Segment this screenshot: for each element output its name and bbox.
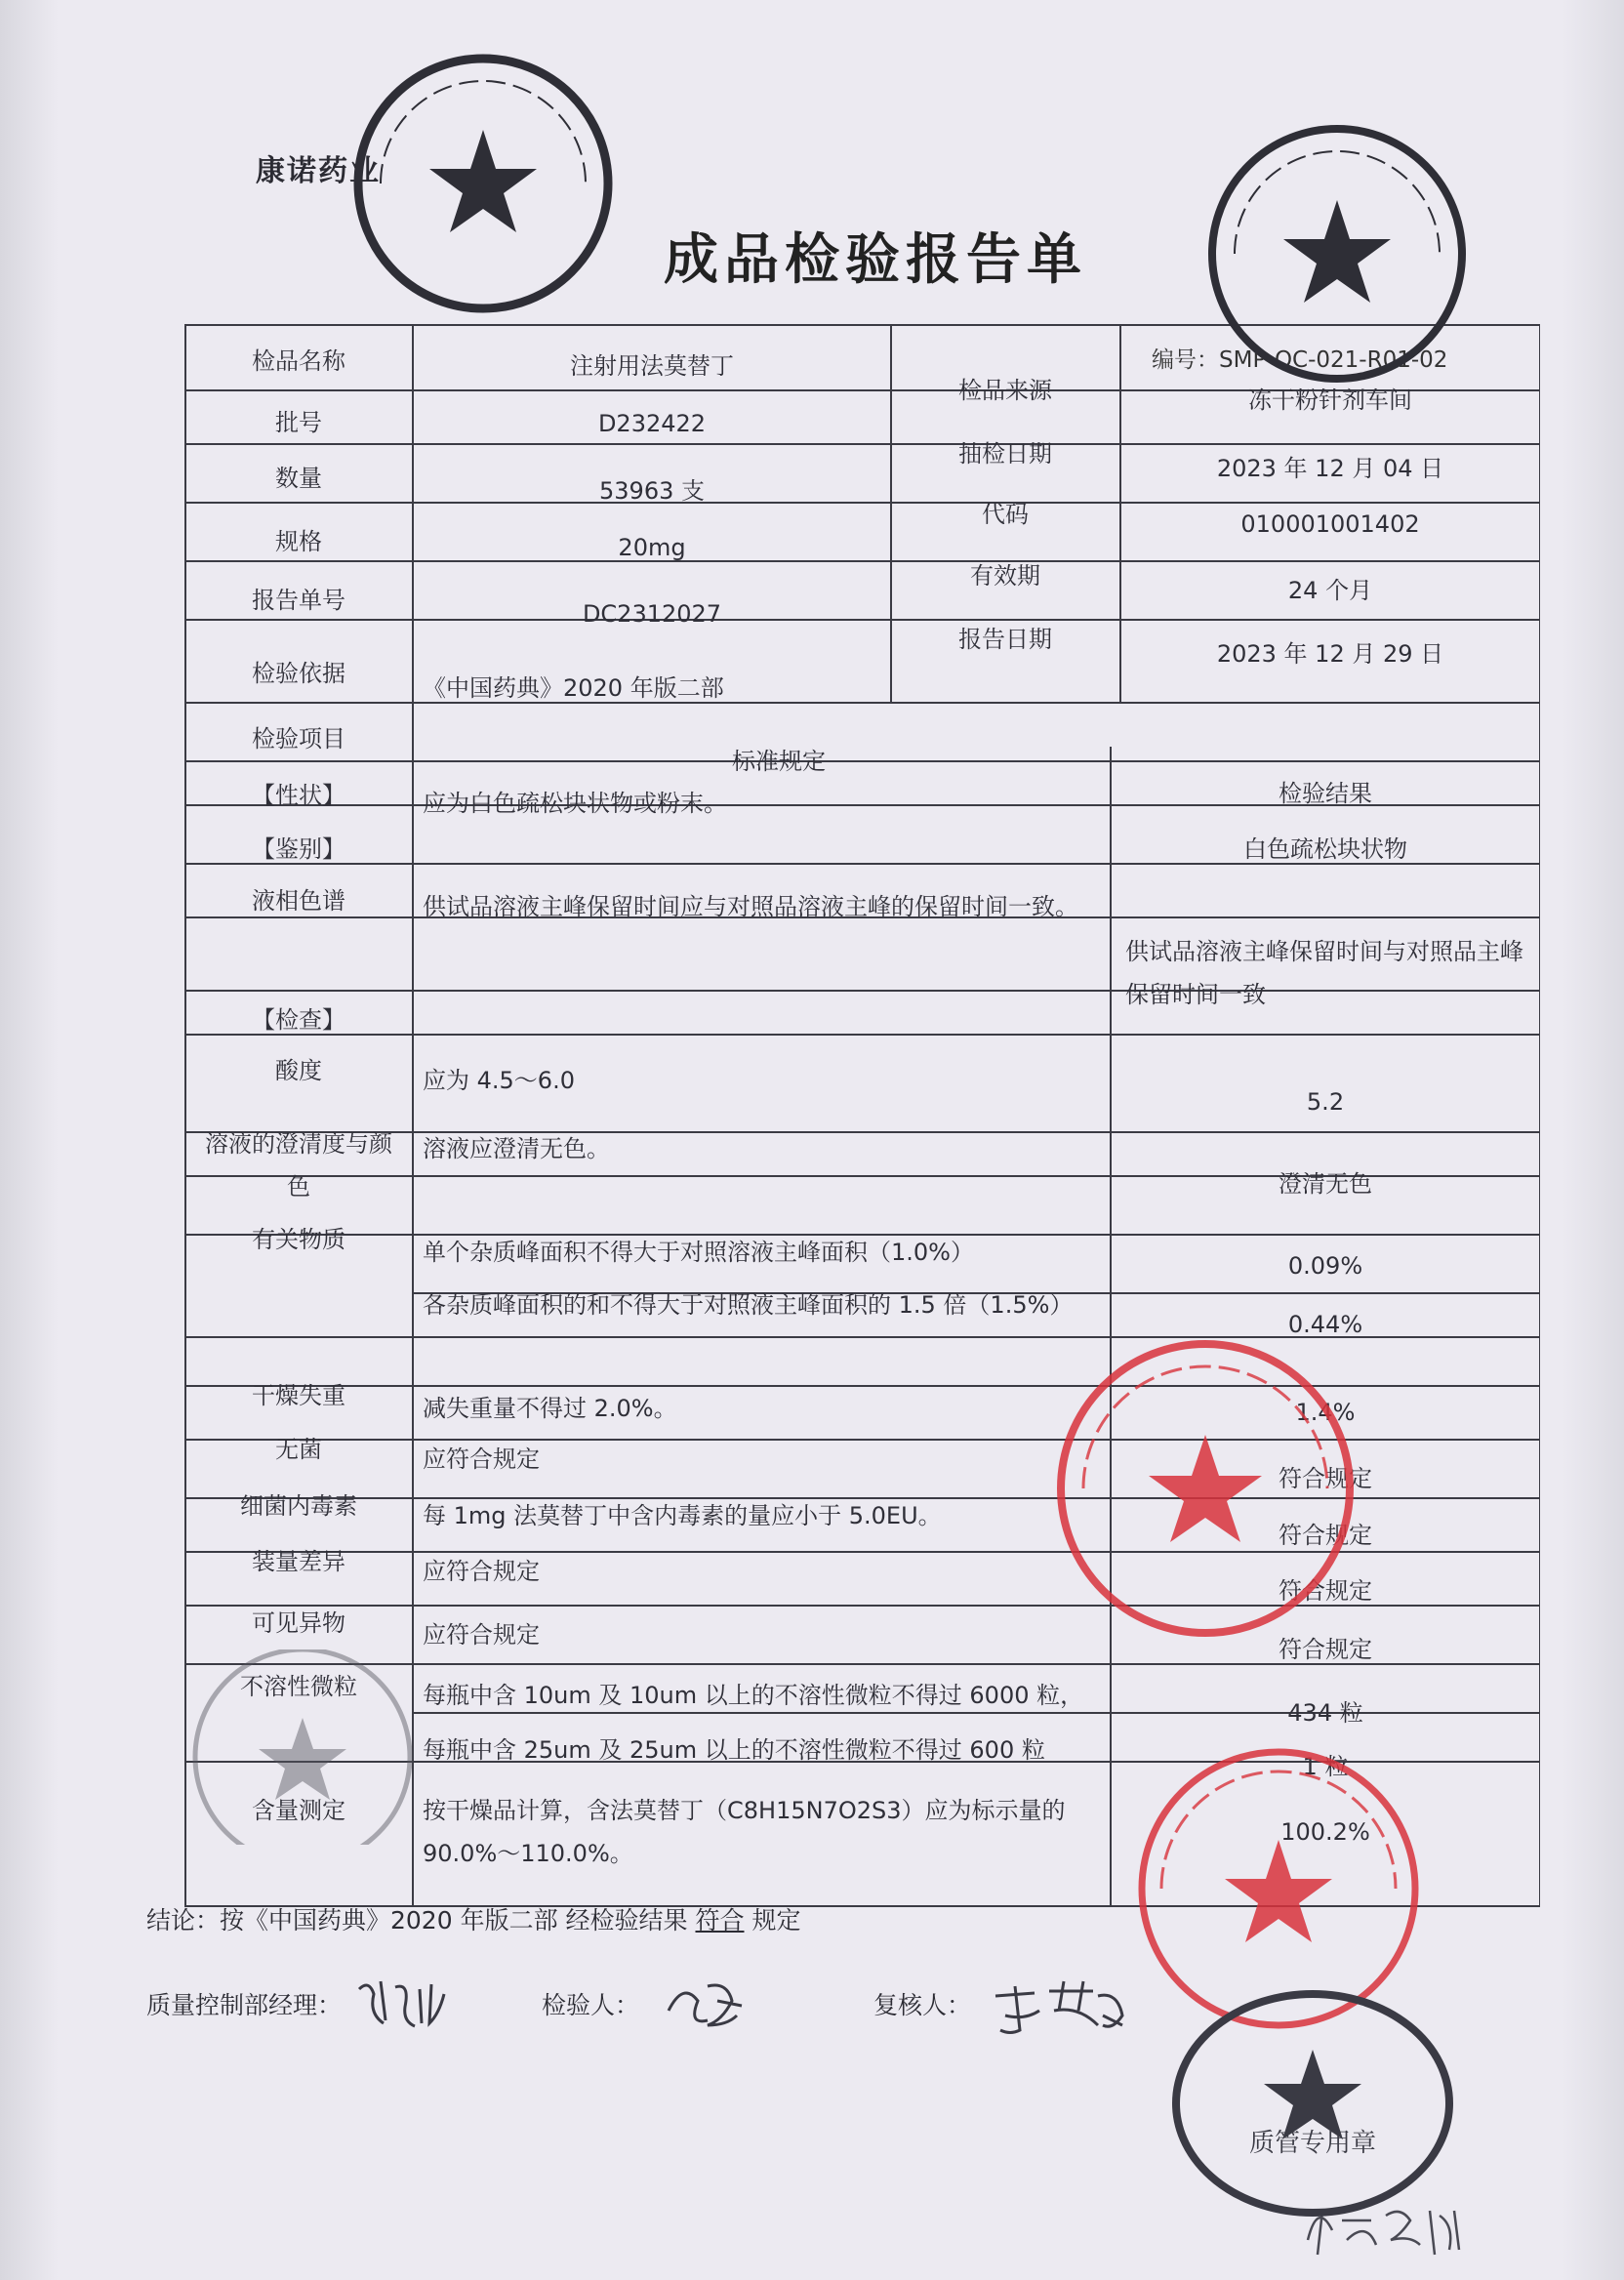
- row-result: 1.4%: [1295, 1399, 1356, 1426]
- basis-label: 检验依据: [252, 660, 345, 687]
- product-name-value: 注射用法莫替丁: [570, 352, 734, 380]
- gray-seal-label: 质管专用章: [1248, 2129, 1377, 2158]
- code-value: 010001001402: [1240, 510, 1420, 538]
- report-date-label: 报告日期: [958, 626, 1052, 653]
- column-item-label: 检验项目: [252, 725, 345, 753]
- code-label: 代码: [982, 501, 1029, 528]
- row-item: 酸度: [275, 1057, 322, 1084]
- red-seal-middle: [1044, 1327, 1366, 1649]
- reviewer-label: 复核人：: [873, 1991, 972, 2019]
- conclusion-prefix: 结论：按《中国药典》2020 年版二部 经检验结果: [146, 1906, 688, 1934]
- row-item: 有关物质: [252, 1226, 345, 1253]
- row-item: 【性状】: [252, 782, 345, 809]
- inspector-signature: [659, 1972, 766, 2040]
- reviewer-signature: [986, 1972, 1142, 2050]
- sample-date-label: 抽检日期: [958, 440, 1052, 468]
- row-standard: 溶液应澄清无色。: [423, 1135, 610, 1162]
- row-result: 供试品溶液主峰保留时间与对照品主峰保留时间一致: [1125, 938, 1523, 1008]
- row-item: 【检查】: [252, 1006, 345, 1034]
- row-item: 装量差异: [252, 1548, 345, 1575]
- row-standard: 应符合规定: [423, 1621, 540, 1649]
- conclusion-verdict: 符合: [695, 1906, 745, 1934]
- quantity-value: 53963 支: [599, 477, 705, 505]
- row-result: 100.2%: [1280, 1818, 1370, 1846]
- gray-seal-bottom: [1166, 1981, 1459, 2225]
- row-standard: 应为 4.5～6.0: [423, 1067, 575, 1094]
- row-standard: 应为白色疏松块状物或粉末。: [423, 790, 727, 817]
- spec-value: 20mg: [618, 534, 686, 561]
- quantity-label: 数量: [275, 465, 322, 492]
- row-item: 溶液的澄清度与颜色: [205, 1130, 392, 1201]
- row-item: 不溶性微粒: [240, 1673, 357, 1700]
- row-result: 白色疏松块状物: [1243, 835, 1407, 863]
- row-standard: 每 1mg 法莫替丁中含内毒素的量应小于 5.0EU。: [423, 1502, 942, 1529]
- row-item: 可见异物: [252, 1609, 345, 1637]
- row-result: 澄清无色: [1279, 1170, 1372, 1198]
- source-label: 检品来源: [958, 377, 1052, 404]
- row-standard: 应符合规定: [423, 1558, 540, 1585]
- batch-value: D232422: [597, 410, 707, 437]
- row-standard: 减失重量不得过 2.0%。: [423, 1395, 677, 1422]
- row-standard: 各杂质峰面积的和不得大于对照液主峰面积的 1.5 倍（1.5%）: [423, 1291, 1074, 1319]
- row-result: 1 粒: [1302, 1753, 1349, 1780]
- company-seal-top-right: [1191, 107, 1483, 400]
- validity-value: 24 个月: [1287, 577, 1373, 604]
- row-standard: 每瓶中含 25um 及 25um 以上的不溶性微粒不得过 600 粒: [423, 1736, 1045, 1764]
- sample-date-value: 2023 年 12 月 04 日: [1216, 455, 1444, 482]
- row-result: 0.09%: [1287, 1252, 1363, 1280]
- conclusion-suffix: 规定: [751, 1906, 801, 1934]
- row-item: 干燥失重: [252, 1382, 345, 1409]
- row-item: 无菌: [275, 1436, 322, 1463]
- row-item: 液相色谱: [252, 887, 345, 915]
- document-title: 成品检验报告单: [664, 228, 1087, 292]
- report-no-label: 报告单号: [252, 587, 345, 614]
- manager-signature: [351, 1970, 459, 2038]
- row-result: 0.44%: [1287, 1311, 1363, 1338]
- row-standard: 应符合规定: [423, 1445, 540, 1473]
- basis-value: 《中国药典》2020 年版二部: [423, 674, 724, 702]
- row-standard: 单个杂质峰面积不得大于对照溶液主峰面积（1.0%）: [423, 1239, 974, 1266]
- row-result: 符合规定: [1279, 1465, 1372, 1492]
- manager-label: 质量控制部经理：: [146, 1991, 343, 2019]
- row-standard: 按干燥品计算，含法莫替丁（C8H15N7O2S3）应为标示量的 90.0%～110.0%。: [423, 1797, 1066, 1867]
- faint-seal-left: [176, 1649, 429, 1845]
- spec-label: 规格: [275, 528, 322, 555]
- batch-label: 批号: [275, 409, 322, 436]
- row-result: 5.2: [1306, 1088, 1345, 1116]
- inspector-label: 检验人：: [542, 1991, 640, 2019]
- row-result: 434 粒: [1287, 1699, 1363, 1727]
- row-item: 细菌内毒素: [240, 1492, 357, 1520]
- product-name-label: 检品名称: [252, 347, 345, 375]
- report-no-value: DC2312027: [582, 600, 722, 628]
- column-standard-label: 标准规定: [732, 748, 826, 775]
- document-number: 编号：SMP-QC-021-R01-02: [1152, 347, 1448, 373]
- row-standard: 供试品溶液主峰保留时间应与对照品溶液主峰的保留时间一致。: [423, 893, 1078, 920]
- report-date-value: 2023 年 12 月 29 日: [1216, 640, 1444, 668]
- validity-label: 有效期: [970, 562, 1040, 590]
- row-result: 符合规定: [1279, 1522, 1372, 1549]
- row-item: 含量测定: [252, 1797, 345, 1824]
- column-result-label: 检验结果: [1279, 780, 1372, 807]
- row-result: 符合规定: [1279, 1577, 1372, 1605]
- conclusion: [146, 1901, 800, 1936]
- company-seal-top-left: [337, 37, 629, 330]
- company-name: 康诺药业: [256, 154, 381, 188]
- row-result: 符合规定: [1279, 1636, 1372, 1663]
- row-item: 【鉴别】: [252, 835, 345, 863]
- row-standard: 每瓶中含 10um 及 10um 以上的不溶性微粒不得过 6000 粒，: [423, 1682, 1084, 1709]
- source-value: 冻干粉针剂车间: [1248, 387, 1412, 414]
